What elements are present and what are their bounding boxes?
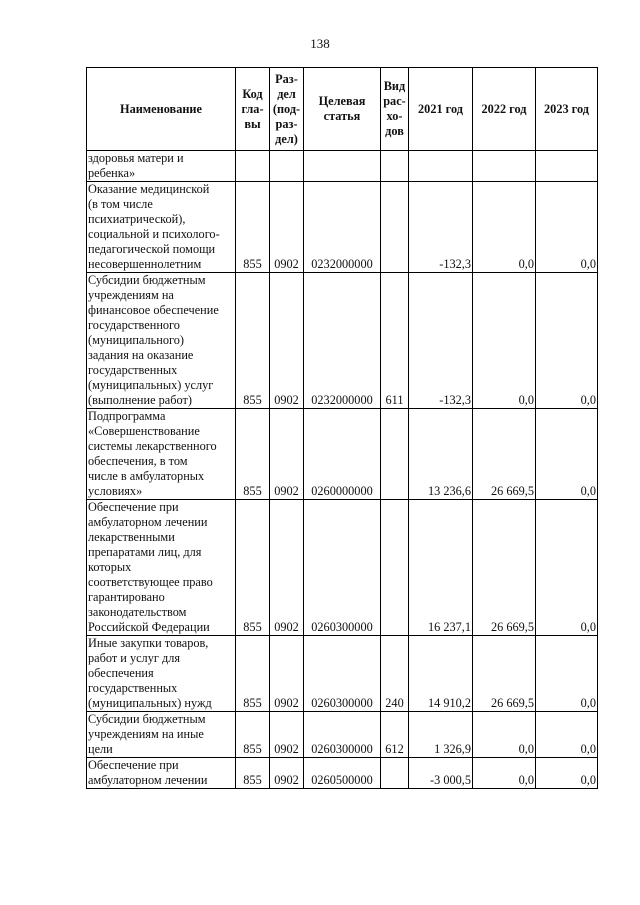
row-name: Субсидии бюджетным учреждениям на финансовое обеспечение государственного (муниципального) задания на оказание государственных (муниципальных) услуг (выполнение работ)	[87, 273, 236, 409]
row-2021: 13 236,6	[409, 409, 473, 500]
row-section: 0902	[270, 636, 304, 712]
row-expense: 611	[381, 273, 409, 409]
row-expense	[381, 758, 409, 789]
table-row	[87, 758, 598, 789]
table-row	[87, 500, 598, 636]
page-number: 138	[310, 36, 330, 51]
row-target: 0260300000	[304, 712, 381, 758]
header-target: Целевая статья	[304, 68, 381, 151]
row-2022: 0,0	[473, 758, 536, 789]
row-2021: 14 910,2	[409, 636, 473, 712]
row-expense	[381, 409, 409, 500]
row-section: 0902	[270, 273, 304, 409]
table-row	[87, 409, 598, 500]
row-target: 0260500000	[304, 758, 381, 789]
table-body	[87, 151, 598, 789]
row-name: Подпрограмма «Совершенствование системы лекарственного обеспечения, в том числе в амбулаторных условиях»	[87, 409, 236, 500]
row-2021: -132,3	[409, 182, 473, 273]
header-2022: 2022 год	[473, 68, 536, 151]
row-code: 855	[236, 273, 270, 409]
row-target: 0260300000	[304, 500, 381, 636]
table-row	[87, 151, 598, 182]
header-name: Наименование	[87, 68, 236, 151]
row-2022: 26 669,5	[473, 500, 536, 636]
row-2023: 0,0	[536, 758, 598, 789]
row-target	[304, 151, 381, 182]
budget-table	[86, 67, 598, 789]
row-target: 0260000000	[304, 409, 381, 500]
row-code: 855	[236, 409, 270, 500]
row-2022: 26 669,5	[473, 409, 536, 500]
row-2022: 0,0	[473, 712, 536, 758]
table-row	[87, 636, 598, 712]
row-2023: 0,0	[536, 636, 598, 712]
row-target: 0232000000	[304, 182, 381, 273]
row-code: 855	[236, 182, 270, 273]
row-2022	[473, 151, 536, 182]
row-2022: 26 669,5	[473, 636, 536, 712]
header-2023: 2023 год	[536, 68, 598, 151]
row-code: 855	[236, 758, 270, 789]
table-row	[87, 273, 598, 409]
header-row	[87, 68, 598, 151]
row-2021: -3 000,5	[409, 758, 473, 789]
row-2023: 0,0	[536, 409, 598, 500]
row-code: 855	[236, 500, 270, 636]
row-section: 0902	[270, 712, 304, 758]
row-code: 855	[236, 712, 270, 758]
header-2021: 2021 год	[409, 68, 473, 151]
row-code	[236, 151, 270, 182]
row-2021	[409, 151, 473, 182]
row-name: здоровья матери и ребенка»	[87, 151, 236, 182]
row-name: Обеспечение при амбулаторном лечении	[87, 758, 236, 789]
row-2023: 0,0	[536, 712, 598, 758]
row-expense	[381, 500, 409, 636]
row-name: Обеспечение при амбулаторном лечении лекарственными препаратами лиц, для которых соответствующее право гарантировано законодательством Российской Федерации	[87, 500, 236, 636]
row-target: 0260300000	[304, 636, 381, 712]
row-code: 855	[236, 636, 270, 712]
header-section: Раз- дел (под- раз- дел)	[270, 68, 304, 151]
row-2023: 0,0	[536, 500, 598, 636]
row-2021: 16 237,1	[409, 500, 473, 636]
row-section: 0902	[270, 500, 304, 636]
row-expense: 240	[381, 636, 409, 712]
header-expense: Вид рас- хо- дов	[381, 68, 409, 151]
row-section	[270, 151, 304, 182]
row-2021: 1 326,9	[409, 712, 473, 758]
row-section: 0902	[270, 758, 304, 789]
row-2021: -132,3	[409, 273, 473, 409]
row-name: Оказание медицинской (в том числе психиатрической), социальной и психолого- педагогической помощи несовершеннолетним	[87, 182, 236, 273]
row-section: 0902	[270, 409, 304, 500]
row-name: Субсидии бюджетным учреждениям на иные цели	[87, 712, 236, 758]
table-row	[87, 182, 598, 273]
row-expense: 612	[381, 712, 409, 758]
table-row	[87, 712, 598, 758]
row-expense	[381, 151, 409, 182]
row-2023: 0,0	[536, 273, 598, 409]
row-2022: 0,0	[473, 182, 536, 273]
row-section: 0902	[270, 182, 304, 273]
row-target: 0232000000	[304, 273, 381, 409]
row-expense	[381, 182, 409, 273]
row-2022: 0,0	[473, 273, 536, 409]
row-2023: 0,0	[536, 182, 598, 273]
row-2023	[536, 151, 598, 182]
row-name: Иные закупки товаров, работ и услуг для обеспечения государственных (муниципальных) нужд	[87, 636, 236, 712]
header-code: Код гла- вы	[236, 68, 270, 151]
